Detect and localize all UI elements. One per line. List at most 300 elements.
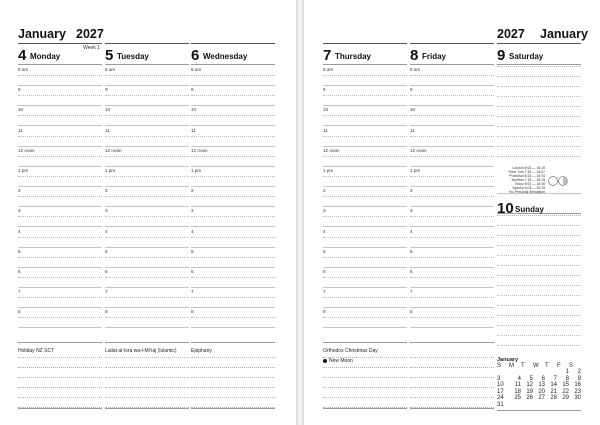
hour-slot[interactable] [191, 147, 275, 167]
writing-line [497, 225, 581, 226]
half-hour-line [410, 297, 494, 298]
hour-slot[interactable] [105, 187, 189, 207]
note-line [410, 377, 494, 378]
hour-slot[interactable] [191, 228, 275, 248]
writing-line [497, 66, 581, 67]
mini-calendar-day [545, 402, 557, 409]
mini-calendar-day[interactable]: 23 [574, 388, 581, 395]
hour-label: 3 [191, 208, 194, 214]
hour-label: 10 [191, 107, 197, 113]
hour-slot[interactable] [18, 228, 102, 248]
half-hour-line [191, 237, 275, 238]
note-line [323, 387, 407, 388]
week-number: Week 1 [83, 45, 100, 51]
hour-label: 7 [323, 289, 326, 295]
mini-calendar-day[interactable]: 8 [565, 375, 569, 382]
half-hour-line [18, 317, 102, 318]
weekday-label: F [557, 363, 561, 369]
half-hour-line [18, 95, 102, 96]
hour-label: 12 noon [105, 147, 122, 153]
day-header [497, 43, 581, 64]
half-hour-line [191, 136, 275, 137]
note-line [410, 357, 494, 358]
day-column-sunday [497, 197, 581, 217]
note-line [410, 367, 494, 368]
hour-label: 11 [410, 127, 415, 133]
writing-line [497, 325, 581, 326]
hour-slot[interactable] [191, 308, 275, 328]
mini-calendar-day[interactable]: 15 [562, 382, 569, 388]
hour-label: 4 [410, 228, 413, 234]
half-hour-line [191, 216, 275, 217]
note-line [18, 387, 102, 388]
hour-slot[interactable] [105, 106, 189, 126]
day-rule [105, 64, 189, 65]
writing-line [497, 235, 581, 236]
half-hour-line [105, 176, 189, 177]
half-hour-line [105, 196, 189, 197]
moon-note [323, 358, 353, 364]
hour-label: 6 [191, 269, 194, 274]
hour-label: 4 [191, 228, 194, 234]
writing-line [497, 305, 581, 306]
mini-calendar-day[interactable]: 29 [562, 395, 569, 401]
hour-line [410, 327, 494, 328]
hour-slot[interactable] [323, 167, 407, 187]
hour-label: 8 am [410, 67, 421, 72]
hour-slot[interactable] [323, 288, 407, 308]
hour-label: 9 [410, 87, 413, 93]
holiday-note: Holiday NZ SCT [18, 348, 55, 354]
mini-calendar-grid [497, 363, 581, 411]
half-hour-line [410, 196, 494, 197]
mini-calendar-title: January [497, 357, 519, 363]
hour-slot[interactable] [18, 147, 102, 167]
hour-label: 11 [105, 127, 110, 133]
half-hour-line [18, 176, 102, 177]
hour-label: 11 [18, 127, 23, 133]
mini-calendar-day[interactable]: 4 [517, 375, 521, 382]
hour-label: 10 [323, 107, 329, 113]
day-column-friday [410, 43, 494, 65]
hour-slot[interactable] [410, 66, 494, 86]
mini-calendar-day[interactable]: 25 [514, 395, 521, 401]
mini-calendar-day [557, 402, 569, 409]
hour-slot[interactable] [105, 147, 189, 167]
hour-slot[interactable] [105, 228, 189, 248]
hour-label: 1 pm [191, 168, 202, 173]
hour-slot[interactable] [191, 248, 275, 268]
writing-line [497, 96, 581, 97]
hour-label: 3 [323, 208, 326, 214]
hour-label: 8 [323, 309, 326, 315]
mini-calendar-day[interactable]: 16 [574, 382, 581, 388]
note-line [105, 377, 189, 378]
mini-calendar-day[interactable]: 30 [574, 395, 581, 401]
hour-label: 7 [18, 289, 21, 295]
day-name: Thursday [335, 52, 372, 61]
half-hour-line [410, 156, 494, 157]
hour-slot[interactable] [323, 268, 407, 288]
notes-top-rule [105, 342, 189, 343]
hour-slot[interactable] [410, 167, 494, 187]
day-number: 6 [191, 47, 200, 64]
hour-label: 7 [105, 289, 108, 295]
writing-line [497, 126, 581, 127]
hour-slot[interactable] [410, 288, 494, 308]
day-column-tuesday [105, 43, 189, 65]
timezone-new-york: *New York 7:30 — 16:07 [508, 170, 545, 174]
day-name: Tuesday [117, 52, 149, 61]
hour-label: 5 [18, 248, 21, 254]
day-rule [410, 64, 494, 65]
hour-label: 2 [410, 188, 413, 194]
hour-line [105, 327, 189, 328]
saturday-rule [497, 193, 581, 194]
weekday-label: T [545, 363, 549, 369]
mini-calendar-day[interactable]: 14 [550, 382, 557, 388]
notes-bottom-rule [105, 408, 189, 409]
notes-top-rule [191, 342, 275, 343]
hour-slot[interactable] [191, 66, 275, 86]
hour-label: 5 [105, 248, 108, 254]
note-line [105, 357, 189, 358]
day-name: Monday [30, 52, 61, 61]
writing-line [497, 345, 581, 346]
hour-label: 8 [410, 309, 413, 315]
mini-calendar-day[interactable]: 6 [541, 375, 545, 382]
hour-slot[interactable] [323, 106, 407, 126]
mini-calendar-day[interactable]: 21 [550, 388, 557, 395]
day-name: Wednesday [203, 52, 248, 61]
hour-slot[interactable] [105, 86, 189, 106]
hour-slot[interactable] [323, 228, 407, 248]
writing-line [497, 136, 581, 137]
hour-slot[interactable] [191, 288, 275, 308]
writing-line [497, 335, 581, 336]
timezone-tokyo: Tokyo 6:51 — 16:45 [514, 182, 545, 186]
mini-calendar-day[interactable]: 27 [538, 395, 545, 401]
hour-slot[interactable] [410, 207, 494, 227]
half-hour-line [105, 75, 189, 76]
hour-label: 9 [18, 87, 21, 93]
hour-slot[interactable] [410, 106, 494, 126]
note-line [191, 357, 275, 358]
half-hour-line [323, 257, 407, 258]
mini-calendar-day[interactable]: 24 [497, 395, 504, 401]
weekday-label: S [569, 363, 574, 369]
hour-label: 1 pm [410, 168, 421, 173]
day-number: 4 [18, 47, 27, 64]
hour-label: 10 [18, 107, 24, 113]
note-line [323, 357, 407, 358]
half-hour-line [18, 257, 102, 258]
half-hour-line [18, 277, 102, 278]
note-line [410, 397, 494, 398]
hour-label: 2 [191, 188, 194, 194]
hour-slot[interactable] [410, 268, 494, 288]
hour-slot[interactable] [105, 288, 189, 308]
timezone-footnote: *no Personal Simulation [508, 190, 545, 194]
hour-slot[interactable] [323, 248, 407, 268]
hour-label: 2 [105, 188, 108, 194]
hour-label: 8 [105, 309, 108, 315]
notes-bottom-rule [18, 408, 102, 409]
hour-label: 2 [18, 188, 21, 194]
half-hour-line [105, 297, 189, 298]
day-rule [18, 64, 102, 65]
writing-line [497, 255, 581, 256]
moon-note-label: New Moon [329, 358, 353, 364]
half-hour-line [323, 297, 407, 298]
hour-slot[interactable] [191, 268, 275, 288]
half-hour-line [410, 136, 494, 137]
day-header [497, 197, 581, 217]
mini-calendar-day[interactable]: 26 [526, 395, 533, 401]
notes-bottom-rule [191, 408, 275, 409]
notes-bottom-rule [410, 408, 494, 409]
hour-label: 5 [323, 248, 326, 254]
hour-slot[interactable] [18, 127, 102, 147]
hour-slot[interactable] [105, 308, 189, 328]
mini-calendar-day[interactable]: 2 [577, 369, 581, 375]
half-hour-line [105, 216, 189, 217]
hour-label: 5 [410, 248, 413, 254]
half-hour-line [105, 115, 189, 116]
writing-line [497, 116, 581, 117]
new-moon-icon [323, 359, 327, 363]
hour-slot[interactable] [18, 106, 102, 126]
hour-slot[interactable] [105, 207, 189, 227]
mini-calendar-day[interactable]: 19 [526, 388, 533, 395]
notes-top-rule [18, 342, 102, 343]
hour-label: 8 am [105, 67, 116, 72]
half-hour-line [191, 156, 275, 157]
writing-line [497, 245, 581, 246]
half-hour-line [105, 237, 189, 238]
hour-label: 3 [105, 208, 108, 214]
half-hour-line [105, 257, 189, 258]
note-line [18, 397, 102, 398]
hour-label: 10 [105, 107, 111, 113]
day-name: Friday [422, 52, 447, 61]
note-line [323, 397, 407, 398]
note-line [410, 387, 494, 388]
mini-calendar-day[interactable]: 22 [562, 388, 569, 395]
hour-slot[interactable] [191, 167, 275, 187]
hour-slot[interactable] [323, 207, 407, 227]
note-line [323, 377, 407, 378]
day-name: Sunday [515, 205, 544, 214]
hour-slot[interactable] [323, 187, 407, 207]
mini-calendar-day[interactable]: 20 [538, 388, 545, 395]
hour-slot[interactable] [323, 86, 407, 106]
timezone-mumbai: Mumbai 7:15 — 18:19 [511, 178, 545, 182]
hour-label: 7 [191, 289, 194, 295]
half-hour-line [410, 317, 494, 318]
day-name: Saturday [509, 52, 544, 61]
half-hour-line [410, 237, 494, 238]
mini-calendar-day[interactable]: 28 [550, 395, 557, 401]
weekday-label: T [521, 363, 525, 369]
hour-slot[interactable] [410, 147, 494, 167]
writing-line [497, 76, 581, 77]
half-hour-line [323, 115, 407, 116]
hour-slot[interactable] [105, 66, 189, 86]
note-line [105, 367, 189, 368]
timezone-london: London 8:00 — 16:15 [512, 166, 545, 170]
hour-label: 12 noon [191, 147, 208, 153]
note-line [105, 397, 189, 398]
mini-calendar-day[interactable]: 17 [497, 388, 504, 395]
year-label-right: 2027 [497, 27, 525, 41]
mini-calendar-week [497, 402, 581, 409]
mini-calendar-day[interactable]: 18 [514, 388, 521, 395]
weekday-label: W [533, 363, 539, 369]
hour-slot[interactable] [18, 86, 102, 106]
half-hour-line [410, 115, 494, 116]
hour-slot[interactable] [323, 147, 407, 167]
day-number: 10 [497, 200, 514, 217]
writing-line [497, 156, 581, 157]
half-hour-line [191, 257, 275, 258]
hour-label: 12 noon [410, 147, 427, 153]
hour-label: 7 [410, 289, 413, 295]
half-hour-line [191, 176, 275, 177]
half-hour-line [410, 216, 494, 217]
hour-label: 6 [105, 269, 108, 274]
hour-label: 8 [18, 309, 21, 315]
half-hour-line [323, 176, 407, 177]
hour-slot[interactable] [18, 248, 102, 268]
writing-line [497, 275, 581, 276]
hour-label: 12 noon [18, 147, 35, 153]
hour-label: 4 [18, 228, 21, 234]
note-line [191, 387, 275, 388]
hour-slot[interactable] [18, 288, 102, 308]
hour-label: 5 [191, 248, 194, 254]
hour-slot[interactable] [18, 66, 102, 86]
hour-label: 10 [410, 107, 416, 113]
hour-slot[interactable] [191, 106, 275, 126]
day-header [323, 43, 407, 64]
hour-slot[interactable] [18, 207, 102, 227]
note-line [191, 397, 275, 398]
writing-line [497, 106, 581, 107]
note-line [105, 387, 189, 388]
timezone-list [505, 166, 545, 194]
hour-slot[interactable] [410, 228, 494, 248]
writing-line [497, 265, 581, 266]
holiday-note: Lailat al-Isra wa-l-Mi'raj (Islamic) [105, 348, 177, 354]
half-hour-line [191, 317, 275, 318]
mini-calendar [497, 357, 581, 411]
note-line [18, 357, 102, 358]
note-line [323, 367, 407, 368]
day-header [191, 43, 275, 64]
month-label-right: January [540, 27, 588, 41]
hour-line [323, 327, 407, 328]
mini-calendar-day [533, 402, 545, 409]
hour-label: 8 [191, 309, 194, 315]
mini-calendar-day[interactable]: 5 [529, 375, 533, 382]
hour-slot[interactable] [410, 187, 494, 207]
hour-label: 9 [191, 87, 194, 93]
day-header [410, 43, 494, 64]
half-hour-line [410, 95, 494, 96]
hour-slot[interactable] [105, 127, 189, 147]
mini-calendar-day[interactable]: 11 [514, 382, 521, 388]
day-number: 8 [410, 47, 419, 64]
half-hour-line [410, 277, 494, 278]
hour-slot[interactable] [191, 86, 275, 106]
mini-calendar-day[interactable]: 7 [553, 375, 557, 382]
mini-calendar-day[interactable]: 12 [526, 382, 533, 388]
holiday-note: Epiphany [191, 348, 212, 354]
half-hour-line [323, 277, 407, 278]
mini-calendar-day[interactable]: 13 [538, 382, 545, 388]
hour-slot[interactable] [410, 127, 494, 147]
mini-calendar-day[interactable]: 3 [497, 375, 501, 382]
half-hour-line [18, 115, 102, 116]
hour-label: 4 [105, 228, 108, 234]
timezone-frankfurt: *Frankfurt 8:24 — 16:34 [508, 174, 545, 178]
half-hour-line [191, 196, 275, 197]
hour-slot[interactable] [105, 248, 189, 268]
hour-slot[interactable] [18, 187, 102, 207]
hour-slot[interactable] [18, 167, 102, 187]
hour-label: 8 am [191, 67, 202, 72]
hour-slot[interactable] [410, 248, 494, 268]
hour-slot[interactable] [191, 127, 275, 147]
day-number: 9 [497, 47, 506, 64]
weekday-label: M [509, 363, 514, 369]
hour-slot[interactable] [410, 308, 494, 328]
half-hour-line [323, 216, 407, 217]
note-line [191, 367, 275, 368]
hour-label: 2 [323, 188, 326, 194]
writing-line [497, 146, 581, 147]
hour-slot[interactable] [410, 86, 494, 106]
hour-slot[interactable] [323, 66, 407, 86]
hour-label: 8 am [323, 67, 334, 72]
note-line [18, 367, 102, 368]
half-hour-line [191, 277, 275, 278]
hour-label: 6 [410, 269, 413, 274]
hour-label: 3 [410, 208, 413, 214]
mini-calendar-day [521, 402, 533, 409]
mini-calendar-day[interactable]: 9 [577, 375, 581, 382]
mini-calendar-day[interactable]: 31 [497, 401, 504, 408]
day-number: 7 [323, 47, 332, 64]
half-hour-line [410, 176, 494, 177]
half-hour-line [323, 75, 407, 76]
hour-slot[interactable] [191, 187, 275, 207]
hour-slot[interactable] [105, 167, 189, 187]
half-hour-line [18, 156, 102, 157]
mini-calendar-day[interactable]: 1 [565, 369, 569, 375]
hour-slot[interactable] [323, 127, 407, 147]
hour-slot[interactable] [18, 308, 102, 328]
hour-label: 9 [323, 87, 326, 93]
hour-slot[interactable] [323, 308, 407, 328]
mini-calendar-day[interactable]: 10 [497, 382, 504, 388]
hour-slot[interactable] [18, 268, 102, 288]
day-header [18, 43, 102, 64]
half-hour-line [18, 297, 102, 298]
hour-slot[interactable] [105, 268, 189, 288]
hour-slot[interactable] [191, 207, 275, 227]
